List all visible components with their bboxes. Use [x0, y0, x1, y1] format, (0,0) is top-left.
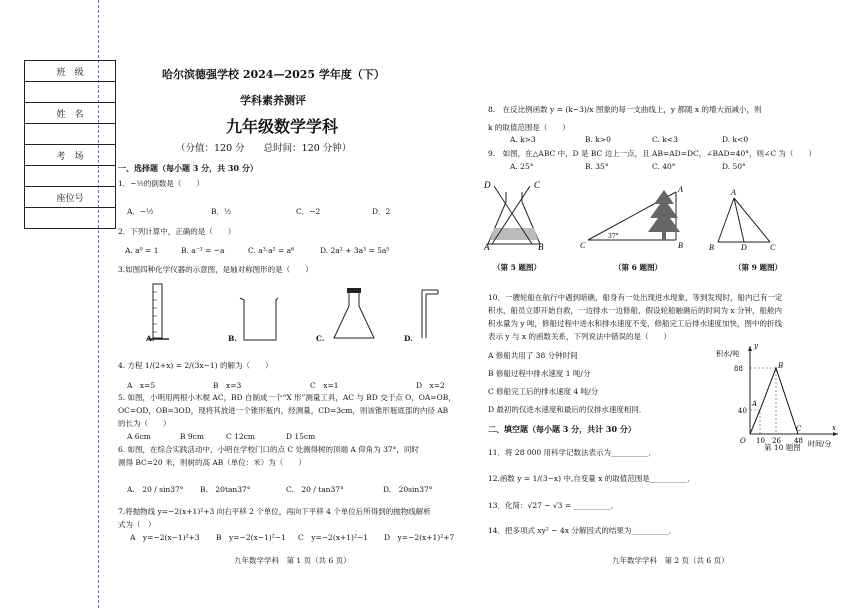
q8-line-2: k 的取值范围是（ ）: [488, 123, 570, 132]
q3-stem: 3.如图四种化学仪器的示意图，是轴对称图形的是（ ）: [118, 265, 313, 274]
subject-title: 九年级数学学科: [226, 117, 339, 136]
class-label: 班 级: [25, 61, 116, 82]
q10-opt-c: C 修船完工后的排水速度 4 吨/分: [488, 387, 599, 396]
fig6-label-a: A: [678, 185, 683, 194]
q5-opt-d: D 15cm: [286, 432, 316, 441]
seat-field[interactable]: [25, 208, 116, 229]
q8-opt-b: B. k>0: [585, 135, 611, 144]
q5-opt-c: C 12cm: [226, 432, 255, 441]
q2-opt-d: D. 2a² + 3a³ = 5a⁵: [320, 246, 390, 255]
figure-5-flask: [480, 178, 552, 258]
fig9-label-c: C: [770, 243, 776, 252]
graph-xlabel: 时间/分: [808, 440, 832, 448]
q9-stem: 9. 如图，在△ABC 中，D 是 BC 边上一点，且 AB=AD=DC，∠BAD=40°，则∠C 为（ ）: [488, 149, 816, 158]
q2-opt-b: B. a⁻¹ = −a: [181, 246, 225, 255]
graph-xtick-48: 48: [794, 437, 803, 445]
q13-stem: 13．化简：√27 − √3 = __________．: [488, 501, 619, 510]
q10-line-2: 积水，船员立即开始自救，一边排水一边修船，假设轮船触礁后的时间为 x 分钟，船舱内: [488, 306, 782, 315]
graph-ylabel: 积水/吨: [716, 350, 740, 358]
graph-point-b: B: [778, 362, 784, 370]
fig5-label-b: B: [538, 242, 544, 252]
figure-6-tree: [578, 182, 692, 254]
fig9-label-d: D: [741, 243, 747, 252]
q14-stem: 14．把多项式 xy² − 4x 分解因式的结果为__________．: [488, 526, 677, 535]
q5-line-1: 5. 如图，小明用两根小木棍 AC，BD 自制成一个“X 形”测量工具，AC 与 BD 交于点 O，OA=OB，: [118, 393, 456, 402]
fig9-label-a: A: [731, 188, 736, 197]
fig5-label-c: C: [534, 180, 541, 190]
graph-xtick-26: 26: [772, 437, 781, 445]
room-field[interactable]: [25, 166, 116, 187]
room-label: 考 场: [25, 145, 116, 166]
footer-right: 九年数学学科 第 2 页（共 6 页）: [612, 556, 729, 565]
footer-left: 九年数学学科 第 1 页（共 6 页）: [234, 556, 351, 565]
exam-title: 学科素养测评: [240, 94, 306, 107]
q8-opt-a: A. k>3: [510, 135, 536, 144]
q3-label-d: D.: [404, 334, 413, 343]
q3-label-a: A.: [146, 334, 155, 343]
graph-origin: O: [740, 437, 746, 445]
q6-opt-a: A. 20 / sin37°: [127, 485, 184, 494]
q1-stem: 1．−½的倒数是（ ）: [118, 179, 204, 188]
fig5-label-d: D: [484, 180, 491, 190]
q5-opt-a: A 6cm: [127, 432, 151, 441]
figure-10-caption: 第 10 题图: [764, 443, 801, 452]
exam-info: （分值：120 分 总时间：120 分钟）: [176, 143, 352, 154]
fig6-label-c: C: [580, 241, 586, 250]
graph-point-a: A: [752, 400, 758, 408]
q6-opt-b: B. 20tan37°: [200, 485, 251, 494]
section-choice: 一、选择题（每小题 3 分，共 30 分）: [118, 163, 258, 173]
graph-axis-y: y: [754, 342, 758, 350]
figure-9-triangle: [706, 186, 778, 254]
q8-line-1: 8. 在反比例函数 y = (k−3)/x 图象的每一支曲线上，y 都随 x 的增大而减小，则: [488, 105, 762, 114]
q6-line-2: 测得 BC=20 米，则树的高 AB（单位：米）为（ ）: [118, 458, 306, 467]
q5-line-3: 的长为（ ）: [118, 419, 171, 428]
name-label: 姓 名: [25, 103, 116, 124]
q7-opt-a: A y=−2(x−1)²+3: [130, 533, 200, 542]
graph-xtick-10: 10: [756, 437, 765, 445]
q6-line-1: 6. 如图，在综合实践活动中，小明在学校门口的点 C 处测得树的顶端 A 仰角为 37°，同时: [118, 445, 419, 454]
q5-line-2: OC=OD，OB=3OD，现将其放进一个锥形瓶内，经测量，CD=3cm，则该锥形瓶底部的内径 AB: [118, 406, 449, 415]
q4-opt-a: A x=5: [127, 381, 156, 390]
q6-opt-d: D. 20sin37°: [383, 485, 433, 494]
q1-opt-d: D．2: [372, 207, 391, 216]
student-info-table: [24, 60, 116, 229]
q2-opt-c: C. a³·a² = a⁶: [248, 246, 295, 255]
q7-line-2: 式为（ ）: [118, 520, 156, 529]
q8-opt-c: C. k<3: [652, 135, 678, 144]
q5-opt-b: B 9cm: [180, 432, 204, 441]
q1-opt-a: A．−½: [127, 207, 154, 216]
q10-opt-a: A 修船共用了 38 分钟时间: [488, 351, 578, 360]
bent-tube-figure: [418, 286, 442, 344]
conical-flask-figure: [330, 286, 378, 344]
section-fill: 二、填空题（每小题 3 分，共计 30 分）: [488, 424, 636, 434]
class-field[interactable]: [25, 82, 116, 103]
q1-opt-b: B．½: [211, 207, 232, 216]
fig6-label-b: B: [678, 241, 683, 250]
q6-opt-c: C. 20 / tan37°: [286, 485, 344, 494]
q9-opt-c: C. 40°: [652, 162, 676, 171]
fig9-label-b: B: [709, 243, 714, 252]
q10-line-3: 积水量为 y 吨，修船过程中进水和排水速度不变，修船完工后排水速度加快，图中的折线: [488, 319, 783, 328]
q7-opt-b: B y=−2(x−1)²−1: [216, 533, 286, 542]
figure-6-caption: （第 6 题图）: [614, 263, 662, 272]
figure-5-caption: （第 5 题图）: [493, 263, 541, 272]
figure-10-graph: [716, 338, 844, 456]
q2-opt-a: A. a⁰ = 1: [125, 246, 159, 255]
q11-stem: 11．将 28 000 用科学记数法表示为__________．: [488, 448, 657, 457]
q7-opt-c: C y=−2(x+1)²−1: [298, 533, 369, 542]
q4-opt-c: C x=1: [310, 381, 339, 390]
q7-line-1: 7.将抛物线 y=−2(x+1)²+3 向右平移 2 个单位，再向下平移 4 个单位后所得到的抛物线解析: [118, 507, 431, 516]
graph-point-c: C: [796, 425, 802, 433]
q9-opt-b: B. 35°: [585, 162, 609, 171]
q12-stem: 12.函数 y = 1/(3−x) 中,自变量 x 的取值范围是__________．: [488, 474, 695, 483]
seat-label: 座位号: [25, 187, 116, 208]
q4-opt-d: D x=2: [416, 381, 445, 390]
q10-opt-b: B 修船过程中排水速度 1 吨/分: [488, 369, 591, 378]
name-field[interactable]: [25, 124, 116, 145]
q8-opt-d: D. k<0: [722, 135, 749, 144]
q10-opt-d: D 最初的仅进水速度和最后的仅排水速度相同．: [488, 405, 647, 414]
school-title: 哈尔滨德强学校 2024—2025 学年度（下）: [162, 68, 385, 81]
beaker-figure: [238, 296, 280, 344]
graph-ytick-88: 88: [734, 365, 743, 373]
q3-label-c: C.: [316, 334, 325, 343]
fig6-angle: 37°: [608, 233, 619, 240]
q10-line-1: 10．一艘轮船在航行中遇到暗礁，船身有一处出现进水现象，等到发现时，船内已有一定: [488, 293, 783, 302]
graph-ytick-40: 40: [738, 407, 747, 415]
q2-stem: 2．下列计算中，正确的是（ ）: [118, 227, 236, 236]
q7-opt-d: D y=−2(x+1)²+7: [384, 533, 455, 542]
q10-line-4: 表示 y 与 x 的函数关系，下列说法中错误的是（ ）: [488, 332, 672, 341]
fig5-label-a: A: [484, 242, 490, 252]
q4-opt-b: B x=3: [213, 381, 242, 390]
q9-opt-d: D. 50°: [722, 162, 746, 171]
q3-label-b: B.: [228, 334, 237, 343]
q4-stem: 4. 方程 1/(2+x) = 2/(3x−1) 的解为（ ）: [118, 361, 273, 370]
q9-opt-a: A. 25°: [510, 162, 534, 171]
q1-opt-c: C．−2: [296, 207, 321, 216]
graph-axis-x: x: [832, 424, 836, 432]
figure-9-caption: （第 9 题图）: [734, 263, 782, 272]
